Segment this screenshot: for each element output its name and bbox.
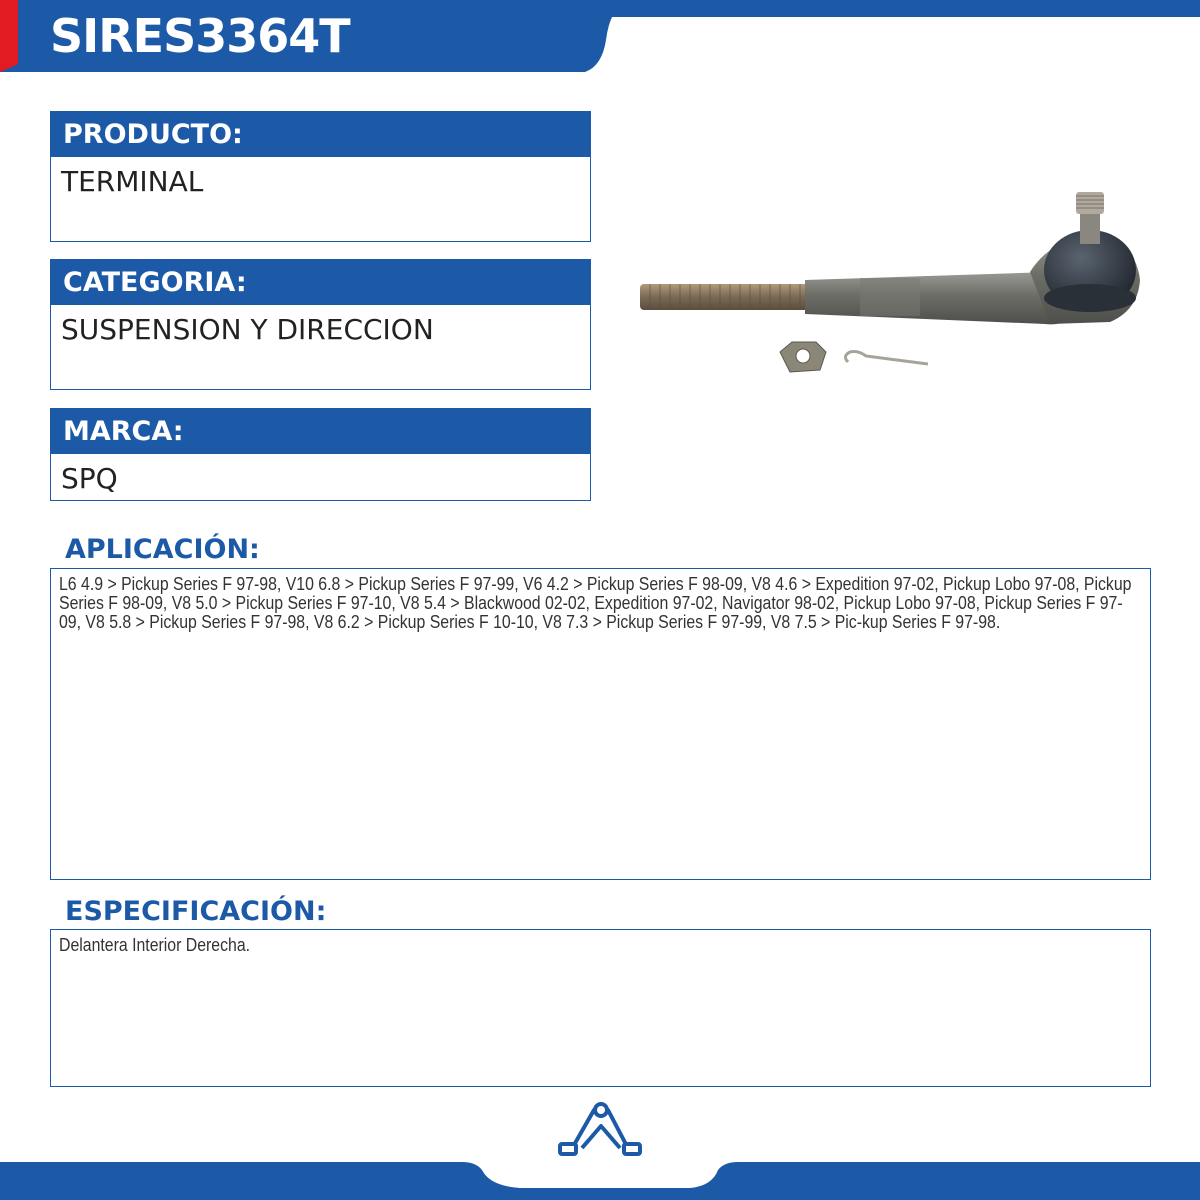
especificacion-text: Delantera Interior Derecha. bbox=[59, 935, 251, 955]
producto-label: PRODUCTO: bbox=[50, 111, 591, 157]
marca-label: MARCA: bbox=[50, 408, 591, 454]
especificacion-title: ESPECIFICACIÓN: bbox=[65, 896, 327, 927]
producto-value: TERMINAL bbox=[50, 157, 591, 242]
part-number-title: SIRES3364T bbox=[50, 9, 350, 63]
control-arm-icon bbox=[560, 1104, 640, 1154]
tie-rod-end-image bbox=[630, 180, 1150, 390]
aplicacion-text: L6 4.9 > Pickup Series F 97-98, V10 6.8 > Pickup Series F 97-99, V6 4.2 > Pickup Series F 98-09, V8 4.6 > Expedition 97-02, Pickup Lobo 97-08, Pickup Series F 98-09, V8 5.0 > Pickup Series F 97-10, V8 5.4 > Blackwood 02-02, Expedition 97-02, Navigator 98-02, Pickup Lobo 97-08, Pickup Series F 97-09, V8 5.8 > Pickup Series F 97-98, V8 6.2 > Pickup Series F 10-10, V8 7.3 > Pickup Series F 97-99, V8 7.5 > Pic-kup Series F 97-98. bbox=[59, 574, 1132, 632]
aplicacion-title: APLICACIÓN: bbox=[65, 534, 260, 565]
producto-field bbox=[50, 111, 591, 242]
marca-value: SPQ bbox=[50, 454, 591, 501]
especificacion-box bbox=[50, 929, 1151, 1087]
footer-category-label: SUSPENSIÓN Y DIRECCIÓN bbox=[507, 1164, 693, 1179]
footer-band bbox=[0, 1100, 1200, 1200]
categoria-label: CATEGORIA: bbox=[50, 259, 591, 305]
categoria-field bbox=[50, 259, 591, 390]
categoria-value: SUSPENSION Y DIRECCION bbox=[50, 305, 591, 390]
aplicacion-box bbox=[50, 568, 1151, 880]
marca-field bbox=[50, 408, 591, 501]
